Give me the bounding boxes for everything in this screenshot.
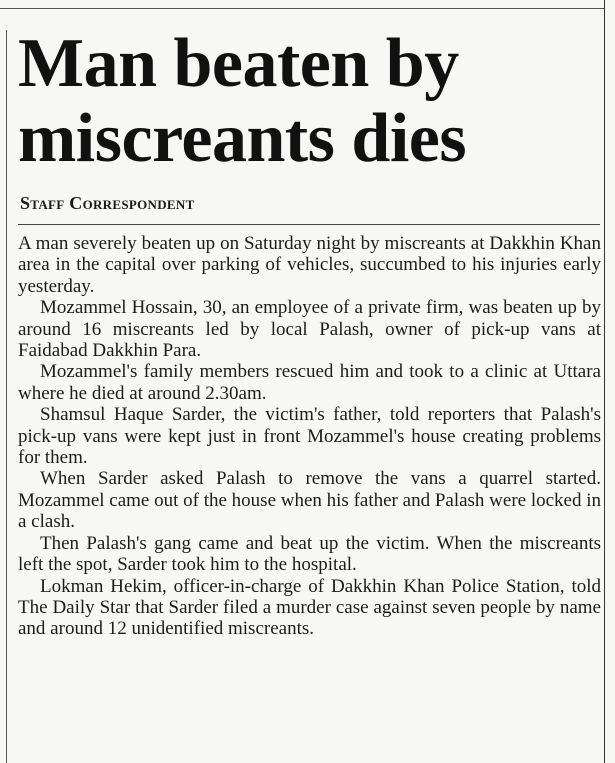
article-body (18, 233, 601, 640)
article-paragraph: When Sarder asked Palash to remove the vans a quarrel started. Mozammel came out of the house when his father and Palash were locked in a clash. (18, 468, 602, 533)
byline: Staff Correspondent (20, 193, 195, 213)
right-border-rule (604, 0, 605, 763)
article-paragraph: Then Palash's gang came and beat up the victim. When the miscreants left the spot, Sarder took him to the hospital. (18, 532, 601, 576)
left-border-rule (6, 30, 7, 763)
article-paragraph: Mozammel Hossain, 30, an employee of a private firm, was beaten up by around 16 miscreants led by local Palash, owner of pick-up vans at Faidabad Dakkhin Para. (18, 297, 601, 362)
article-paragraph: Shamsul Haque Sarder, the victim's father, told reporters that Palash's pick-up vans were kept just in front Mozammel's house creating problems for them. (18, 404, 601, 469)
headline: Man beaten by miscreants dies (18, 25, 467, 177)
byline-rule (18, 224, 600, 225)
article-paragraph: A man severely beaten up on Saturday night by miscreants at Dakkhin Khan area in the capital over parking of vehicles, succumbed to his injuries early yesterday. (18, 233, 601, 297)
article-paragraph: Mozammel's family members rescued him and took to a clinic at Uttara where he died at around 2.30am. (18, 361, 601, 404)
top-border-rule (0, 8, 604, 9)
article-paragraph: Lokman Hekim, officer-in-charge of Dakkhin Khan Police Station, told The Daily Star that Sarder filed a murder case against seven people by name and around 12 unidentified miscreants. (18, 575, 601, 640)
